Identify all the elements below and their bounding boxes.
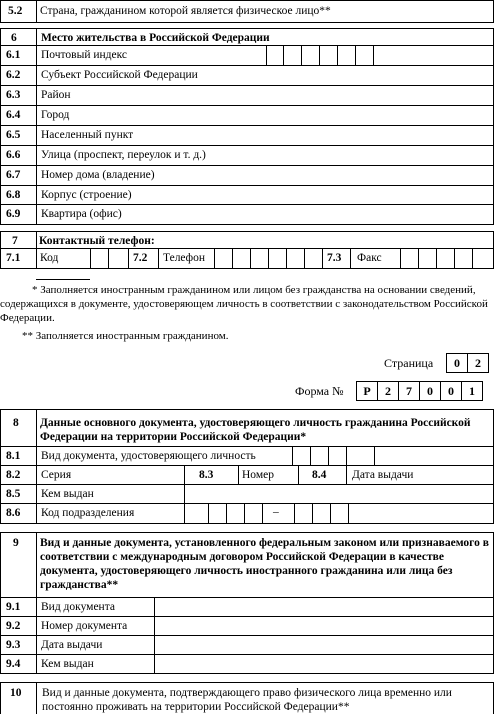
row-6-2-number: 6.2	[6, 69, 21, 81]
form-digit-1: Р	[356, 381, 378, 401]
row-8-2-number: 8.2	[6, 469, 21, 481]
section-7-number: 7	[12, 235, 18, 247]
row-6-4-number: 6.4	[6, 109, 21, 121]
form-digit-6: 1	[461, 381, 483, 401]
row-6-8-label: Корпус (строение)	[41, 189, 132, 201]
row-6-7-label: Номер дома (владение)	[41, 169, 155, 181]
form-digit-2: 2	[377, 381, 399, 401]
form-digit-4: 0	[419, 381, 441, 401]
row-6-6-number: 6.6	[6, 149, 21, 161]
section-10-text: Вид и данные документа, подтверждающего право физического лица временно или постоянно проживать на территории Российской Федерации**	[42, 687, 452, 713]
row-6-3-number: 6.3	[6, 89, 21, 101]
row-6-9-number: 6.9	[6, 208, 21, 220]
row-7-1-number: 7.1	[6, 252, 21, 264]
row-9-1-number: 9.1	[6, 601, 21, 613]
section-7-title: Контактный телефон:	[39, 235, 155, 247]
row-8-3-label: Номер	[242, 469, 274, 481]
row-8-6-label: Код подразделения	[41, 507, 135, 519]
row-6-1-label: Почтовый индекс	[41, 49, 128, 61]
section-6-title: Место жительства в Российской Федерации	[41, 32, 270, 44]
row-9-2-number: 9.2	[6, 620, 21, 632]
section-8-title: Данные основного документа, удостоверяющего личность гражданина Российской Федерации на территории Российской Федерации*	[40, 417, 471, 443]
row-7-3-number: 7.3	[327, 252, 342, 264]
document-type-cells[interactable]	[293, 447, 374, 465]
row-6-7-number: 6.7	[6, 169, 21, 181]
row-8-5-label: Кем выдан	[41, 488, 94, 500]
footnote-2: ** Заполняется иностранным гражданином.	[22, 330, 229, 342]
row-7-1-label: Код	[40, 252, 59, 264]
row-8-6-number: 8.6	[6, 507, 21, 519]
row-9-4-number: 9.4	[6, 658, 21, 670]
page-digit-1: 0	[446, 353, 468, 373]
row-9-4-label: Кем выдан	[41, 658, 94, 670]
row-8-3-number: 8.3	[199, 469, 214, 481]
row-6-1-number: 6.1	[6, 49, 21, 61]
row-5-2-number: 5.2	[8, 5, 23, 17]
row-6-3-label: Район	[41, 89, 71, 101]
subdivision-code-dash: –	[273, 506, 279, 518]
row-6-2-label: Субъект Российской Федерации	[41, 69, 198, 81]
row-6-5-label: Населенный пункт	[41, 129, 134, 141]
form-digit-3: 7	[398, 381, 420, 401]
phone-cells[interactable]	[37, 249, 493, 268]
row-7-2-label: Телефон	[163, 252, 206, 264]
row-7-2-number: 7.2	[133, 252, 148, 264]
form-digit-5: 0	[440, 381, 462, 401]
section-9-number: 9	[13, 537, 19, 549]
form-number-label: Форма №	[295, 384, 344, 398]
postal-code-cells[interactable]	[266, 46, 374, 65]
subdivision-code-cells[interactable]	[185, 504, 349, 523]
row-6-6-label: Улица (проспект, переулок и т. д.)	[41, 149, 206, 161]
row-8-1-label: Вид документа, удостоверяющего личность	[41, 450, 256, 462]
row-8-5-number: 8.5	[6, 488, 21, 500]
row-9-3-number: 9.3	[6, 639, 21, 651]
row-9-2-label: Номер документа	[41, 620, 128, 632]
row-6-9-label: Квартира (офис)	[41, 208, 122, 220]
row-9-3-label: Дата выдачи	[41, 639, 103, 651]
row-9-1-label: Вид документа	[41, 601, 115, 613]
row-7-3-label: Факс	[357, 252, 382, 264]
row-8-4-label: Дата выдачи	[352, 469, 414, 481]
row-8-1-number: 8.1	[6, 450, 21, 462]
footnote-1: * Заполняется иностранным гражданином или лицом без гражданства на основании сведений, содержащихся в документе, удостоверяющем личность в соответствии с законодательством Российской Федерации.	[0, 284, 488, 324]
row-6-4-label: Город	[41, 109, 70, 121]
page-label: Страница	[384, 356, 434, 370]
section-6-number: 6	[11, 32, 17, 44]
row-5-2-label: Страна, гражданином которой является физическое лицо**	[40, 5, 331, 17]
section-9-input-area[interactable]	[155, 598, 493, 673]
series-number-date-cells[interactable]	[185, 466, 493, 484]
page-digit-2: 2	[467, 353, 489, 373]
row-6-5-number: 6.5	[6, 129, 21, 141]
row-8-2-label: Серия	[41, 469, 72, 481]
section-9-title: Вид и данные документа, установленного федеральным законом или признаваемого в соответствии с международным договором Российской Федерации в качестве документа, удостоверяющего личность иностранного гражданина или лица без гражданства**	[40, 537, 489, 591]
row-8-4-number: 8.4	[312, 469, 327, 481]
row-6-8-number: 6.8	[6, 189, 21, 201]
section-8-number: 8	[13, 417, 19, 429]
section-10-number: 10	[10, 687, 22, 699]
